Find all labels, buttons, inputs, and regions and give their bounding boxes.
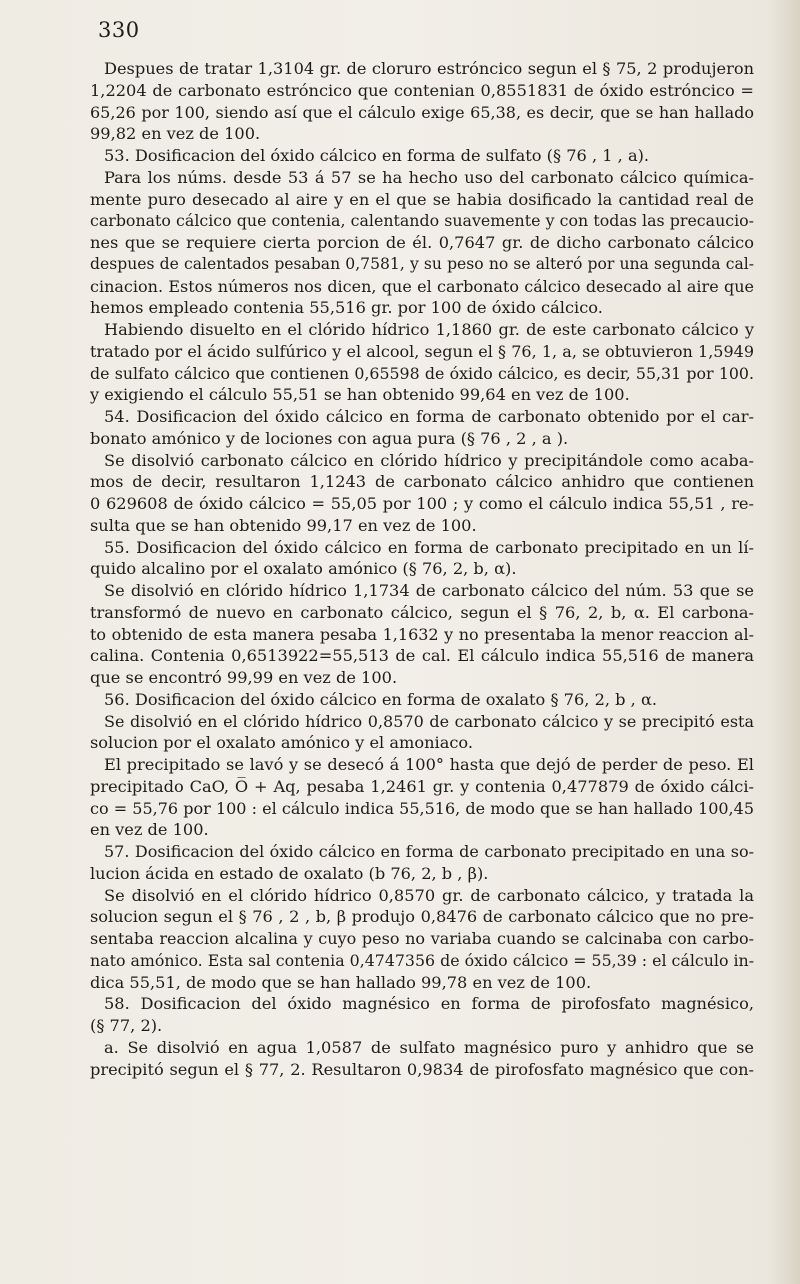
text-line: sentaba reaccion alcalina y cuyo peso no variaba cuando se calcinaba con carbo- <box>90 929 754 948</box>
text-line: Se disolvió en el clórido hídrico 0,8570 de carbonato cálcico y se precipitó esta <box>104 711 754 731</box>
text-line: nes que se requiere cierta porcion de él. 0,7647 gr. de dicho carbonato cálcico <box>90 233 754 252</box>
text-line: mente puro desecado al aire y en el que se habia dosificado la cantidad real de <box>90 189 754 209</box>
text-line: Para los núms. desde 53 á 57 se ha hecho uso del carbonato cálcico química- <box>104 167 754 187</box>
text-line: Despues de tratar 1,3104 gr. de cloruro estróncico segun el § 75, 2 produjeron <box>104 59 754 78</box>
text-line: 53. Dosificacion del óxido cálcico en forma de sulfato (§ 76 , 1 , a). <box>104 146 650 165</box>
text-line: que se encontró 99,99 en vez de 100. <box>90 668 398 687</box>
text-line: mos de decir, resultaron 1,1243 de carbonato cálcico anhidro que contienen <box>90 472 754 492</box>
text-line: 56. Dosificacion del óxido cálcico en forma de oxalato § 76, 2, b , α. <box>104 689 658 709</box>
text-line: 65,26 por 100, siendo así que el cálculo exige 65,38, es decir, que se han hallado <box>90 102 754 122</box>
text-line: tratado por el ácido sulfúrico y el alcool, segun el § 76, 1, a, se obtuvieron 1,5949 <box>90 341 754 361</box>
text-line: Se disolvió carbonato cálcico en clórido hídrico y precipitándole como acaba- <box>104 450 754 470</box>
text-line: 58. Dosificacion del óxido magnésico en forma de pirofosfato magnésico, <box>104 994 754 1014</box>
text-line: El precipitado se lavó y se desecó á 100° hasta que dejó de perder de peso. El <box>104 755 754 774</box>
text-line: y exigiendo el cálculo 55,51 se han obtenido 99,64 en vez de 100. <box>90 385 630 405</box>
text-line: hemos empleado contenia 55,516 gr. por 100 de óxido cálcico. <box>90 298 603 318</box>
text-line: solucion por el oxalato amónico y el amoniaco. <box>90 733 474 753</box>
text-line: 54. Dosificacion del óxido cálcico en forma de carbonato obtenido por el car- <box>104 407 754 426</box>
text-line: Se disolvió en el clórido hídrico 0,8570 gr. de carbonato cálcico, y tratada la <box>104 885 754 905</box>
text-line: Habiendo disuelto en el clórido hídrico 1,1860 gr. de este carbonato cálcico y <box>104 320 754 339</box>
text-line: precipitado CaO, O̅ + Aq, pesaba 1,2461 gr. y contenia 0,477879 de óxido cálci- <box>90 776 754 796</box>
text-line: to obtenido de esta manera pesaba 1,1632 y no presentaba la menor reaccion al- <box>90 624 754 644</box>
text-line: nato amónico. Esta sal contenia 0,4747356 de óxido cálcico = 55,39 : el cálculo in- <box>90 950 755 970</box>
body-text <box>90 58 754 1080</box>
text-line: transformó de nuevo en carbonato cálcico, segun el § 76, 2, b, α. El carbona- <box>90 602 754 622</box>
text-line: 57. Dosificacion del óxido cálcico en forma de carbonato precipitado en una so- <box>104 842 754 861</box>
text-line: 55. Dosificacion del óxido cálcico en forma de carbonato precipitado en un lí- <box>104 537 754 557</box>
text-line: Se disolvió en clórido hídrico 1,1734 de carbonato cálcico del núm. 53 que se <box>104 581 754 600</box>
text-line: carbonato cálcico que contenia, calentando suavemente y con todas las precaucio- <box>90 211 754 231</box>
text-line: lucion ácida en estado de oxalato (b 76, 2, b , β). <box>90 863 489 883</box>
text-line: solucion segun el § 76 , 2 , b, β produjo 0,8476 de carbonato cálcico que no pre- <box>90 907 754 927</box>
text-line: de sulfato cálcico que contienen 0,65598 de óxido cálcico, es decir, 55,31 por 100. <box>90 363 754 383</box>
text-line: a. Se disolvió en agua 1,0587 de sulfato magnésico puro y anhidro que se <box>104 1037 754 1057</box>
text-line: co = 55,76 por 100 : el cálculo indica 55,516, de modo que se han hallado 100,45 <box>90 798 754 818</box>
text-line: sulta que se han obtenido 99,17 en vez de 100. <box>90 515 477 535</box>
text-line: 0 629608 de óxido cálcico = 55,05 por 100 ; y como el cálculo indica 55,51 , re- <box>90 494 754 513</box>
text-line: bonato amónico y de lociones con agua pura (§ 76 , 2 , a ). <box>90 428 569 448</box>
text-line: calina. Contenia 0,6513922=55,513 de cal. El cálculo indica 55,516 de manera <box>90 646 754 666</box>
text-line: quido alcalino por el oxalato amónico (§ 76, 2, b, α). <box>90 559 517 579</box>
text-line: en vez de 100. <box>90 820 209 840</box>
text-line: 1,2204 de carbonato estróncico que contenian 0,8551831 de óxido estróncico = <box>90 80 754 100</box>
text-line: precipitó segun el § 77, 2. Resultaron 0,9834 de pirofosfato magnésico que con- <box>90 1059 754 1079</box>
text-line: despues de calentados pesaban 0,7581, y su peso no se alteró por una segunda cal- <box>90 254 754 273</box>
page-number: 330 <box>98 18 140 42</box>
text-line: dica 55,51, de modo que se han hallado 99,78 en vez de 100. <box>90 972 592 992</box>
text-line: cinacion. Estos números nos dicen, que el carbonato cálcico desecado al aire que <box>90 276 754 296</box>
text-line: 99,82 en vez de 100. <box>90 124 261 144</box>
text-line: (§ 77, 2). <box>90 1016 163 1035</box>
